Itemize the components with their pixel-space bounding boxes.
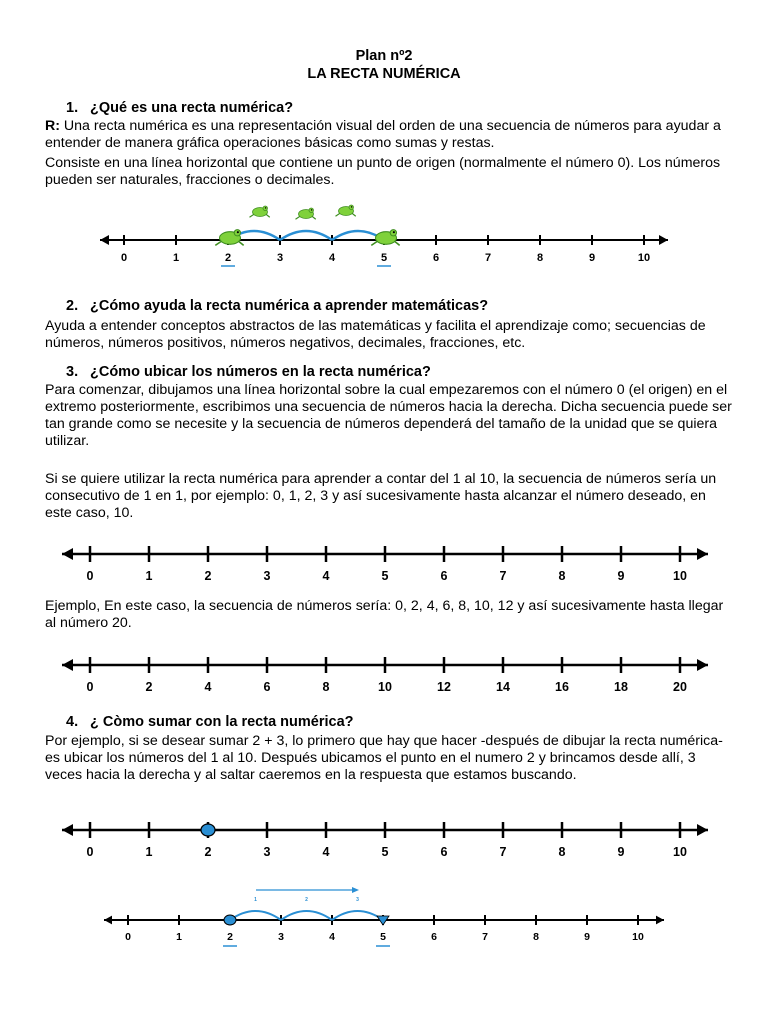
tick-label: 5 bbox=[381, 845, 389, 859]
tick-label: 7 bbox=[482, 931, 488, 943]
tick-label: 9 bbox=[617, 569, 625, 583]
section-3-number: 3. bbox=[66, 364, 79, 380]
section-3-paragraph-1: Para comenzar, dibujamos una línea horizontal sobre la cual empezaremos con el número 0 (el origen) en el extremo posteriormente, escribimos una secuencia de números hacia la derecha. Dicha secuencia puede ser tan grande como se necesite y la secuencia de números dependerá del tamaño de la unidad que se quiera utilizar. bbox=[45, 382, 732, 449]
tick-label: 10 bbox=[632, 931, 644, 943]
arrow-left-icon bbox=[62, 548, 73, 560]
tick-label: 9 bbox=[584, 931, 590, 943]
section-1-title: ¿Qué es una recta numérica? bbox=[90, 100, 294, 116]
arrow-right-icon bbox=[697, 548, 708, 560]
section-3-paragraph-2: Si se quiere utilizar la recta numérica para aprender a contar del 1 al 10, la secuencia de números sería un consecutivo de 1 en 1, por ejemplo: 0, 1, 2, 3 y así sucesivamente hasta alcanzar el número deseado, en este caso, 10. bbox=[45, 471, 717, 521]
tick-label: 8 bbox=[558, 845, 566, 859]
tick-label: 20 bbox=[673, 680, 687, 694]
tick-label: 3 bbox=[278, 931, 284, 943]
section-2-number: 2. bbox=[66, 298, 79, 314]
tick-label: 14 bbox=[496, 680, 510, 694]
number-line-point-at-2 bbox=[0, 814, 768, 864]
tick-label: 12 bbox=[437, 680, 451, 694]
doc-title: Plan nº2 bbox=[355, 48, 413, 64]
section-4-heading bbox=[66, 714, 354, 731]
arrow-right-icon bbox=[659, 235, 668, 245]
tick-label: 10 bbox=[637, 252, 651, 264]
tick-label: 3 bbox=[263, 845, 271, 859]
section-4-title: ¿ Còmo sumar con la recta numérica? bbox=[90, 714, 354, 730]
number-line-sum-2-plus-3 bbox=[0, 880, 768, 960]
section-3-paragraph-3: Ejemplo, En este caso, la secuencia de números sería: 0, 2, 4, 6, 8, 10, 12 y así sucesivamente hasta llegar al número 20. bbox=[45, 598, 724, 631]
tick-label: 16 bbox=[555, 680, 569, 694]
tick-label: 0 bbox=[120, 252, 128, 264]
section-3-title: ¿Cómo ubicar los números en la recta numérica? bbox=[90, 364, 431, 380]
section-2-heading bbox=[66, 298, 488, 315]
tick-label: 9 bbox=[617, 845, 625, 859]
number-line-frog-jumps bbox=[0, 200, 768, 270]
tick-label: 4 bbox=[322, 845, 330, 859]
tick-label: 8 bbox=[322, 680, 330, 694]
frog-jumping-icon bbox=[296, 208, 316, 219]
direction-arrow-head-icon bbox=[352, 887, 359, 893]
section-2-paragraph-1: Ayuda a entender conceptos abstractos de las matemáticas y facilita el aprendizaje como; secuencias de números, números positivos, números negativos, decimales, fracciones, etc. bbox=[45, 318, 706, 351]
section-4-number: 4. bbox=[66, 714, 79, 730]
point-marker bbox=[201, 824, 215, 836]
tick-label: 4 bbox=[204, 680, 212, 694]
tick-label: 0 bbox=[86, 845, 94, 859]
jump-count-label: 2 bbox=[305, 897, 308, 903]
tick-label: 8 bbox=[533, 931, 539, 943]
jump-arc bbox=[280, 231, 332, 240]
tick-label: 1 bbox=[145, 569, 153, 583]
section-2-title: ¿Cómo ayuda la recta numérica a aprender matemáticas? bbox=[90, 298, 489, 314]
tick-label: 5 bbox=[380, 252, 388, 264]
tick-label: 2 bbox=[224, 252, 232, 264]
frog-end-icon bbox=[371, 230, 399, 246]
tick-label: 2 bbox=[204, 569, 212, 583]
tick-label: 4 bbox=[328, 252, 336, 264]
section-1-paragraph-1 bbox=[45, 118, 735, 152]
tick-label: 1 bbox=[172, 252, 180, 264]
tick-label: 6 bbox=[432, 252, 440, 264]
tick-label: 10 bbox=[673, 569, 687, 583]
arrow-left-icon bbox=[62, 659, 73, 671]
tick-label: 2 bbox=[227, 931, 233, 943]
tick-label: 18 bbox=[614, 680, 628, 694]
tick-label: 6 bbox=[263, 680, 271, 694]
tick-label: 7 bbox=[484, 252, 492, 264]
jump-count-label: 1 bbox=[254, 897, 257, 903]
tick-label: 2 bbox=[204, 845, 212, 859]
tick-label: 8 bbox=[558, 569, 566, 583]
tick-label: 0 bbox=[86, 680, 94, 694]
tick-label: 6 bbox=[440, 845, 448, 859]
arrow-right-icon bbox=[656, 916, 664, 925]
section-1-text-1: Una recta numérica es una representación visual del orden de una secuencia de números para ayudar a entender de manera gráfica operaciones básicas como sumas y restas. bbox=[45, 118, 721, 151]
tick-label: 3 bbox=[263, 569, 271, 583]
number-line-count-by-2 bbox=[0, 649, 768, 699]
frog-jumping-icon bbox=[336, 205, 356, 216]
arrow-left-icon bbox=[104, 916, 112, 925]
section-1-paragraph-2: Consiste en una línea horizontal que contiene un punto de origen (normalmente el número 0). Los números pueden ser naturales, fracciones o decimales. bbox=[45, 155, 721, 188]
tick-label: 2 bbox=[145, 680, 153, 694]
tick-label: 1 bbox=[145, 845, 153, 859]
section-1-number: 1. bbox=[66, 100, 79, 116]
jump-arc bbox=[332, 911, 383, 920]
tick-label: 7 bbox=[499, 569, 507, 583]
tick-label: 9 bbox=[588, 252, 596, 264]
tick-label: 1 bbox=[176, 931, 182, 943]
jump-arc bbox=[230, 911, 281, 920]
tick-label: 0 bbox=[86, 569, 94, 583]
arrow-left-icon bbox=[62, 824, 73, 836]
tick-label: 0 bbox=[125, 931, 131, 943]
tick-label: 10 bbox=[378, 680, 392, 694]
section-3-heading bbox=[66, 364, 431, 381]
section-1-heading bbox=[66, 100, 293, 117]
tick-label: 10 bbox=[673, 845, 687, 859]
jump-count-label: 3 bbox=[356, 897, 359, 903]
section-4-paragraph-1: Por ejemplo, si se desear sumar 2 + 3, lo primero que hay que hacer -después de dibujar la recta numérica- es ubicar los números del 1 al 10. Después ubicamos el punto en el numero 2 y brincamos desde allí, 3 veces hacia la derecha y al saltar caeremos en la respuesta que estamos buscando. bbox=[45, 733, 723, 783]
frog-jumping-icon bbox=[250, 206, 270, 217]
start-point-marker bbox=[224, 915, 236, 925]
number-line-count-by-1 bbox=[0, 538, 768, 588]
tick-label: 5 bbox=[381, 569, 389, 583]
tick-label: 8 bbox=[536, 252, 544, 264]
arrow-right-icon bbox=[697, 659, 708, 671]
answer-label: R: bbox=[45, 118, 60, 134]
tick-label: 6 bbox=[431, 931, 437, 943]
tick-label: 6 bbox=[440, 569, 448, 583]
arrow-right-icon bbox=[697, 824, 708, 836]
jump-arc bbox=[281, 911, 332, 920]
tick-label: 3 bbox=[276, 252, 284, 264]
doc-subtitle: LA RECTA NUMÉRICA bbox=[307, 66, 461, 82]
tick-label: 7 bbox=[499, 845, 507, 859]
tick-label: 4 bbox=[329, 931, 335, 943]
frog-start-icon bbox=[215, 230, 243, 246]
tick-label: 5 bbox=[380, 931, 386, 943]
tick-label: 4 bbox=[322, 569, 330, 583]
arrow-left-icon bbox=[100, 235, 109, 245]
